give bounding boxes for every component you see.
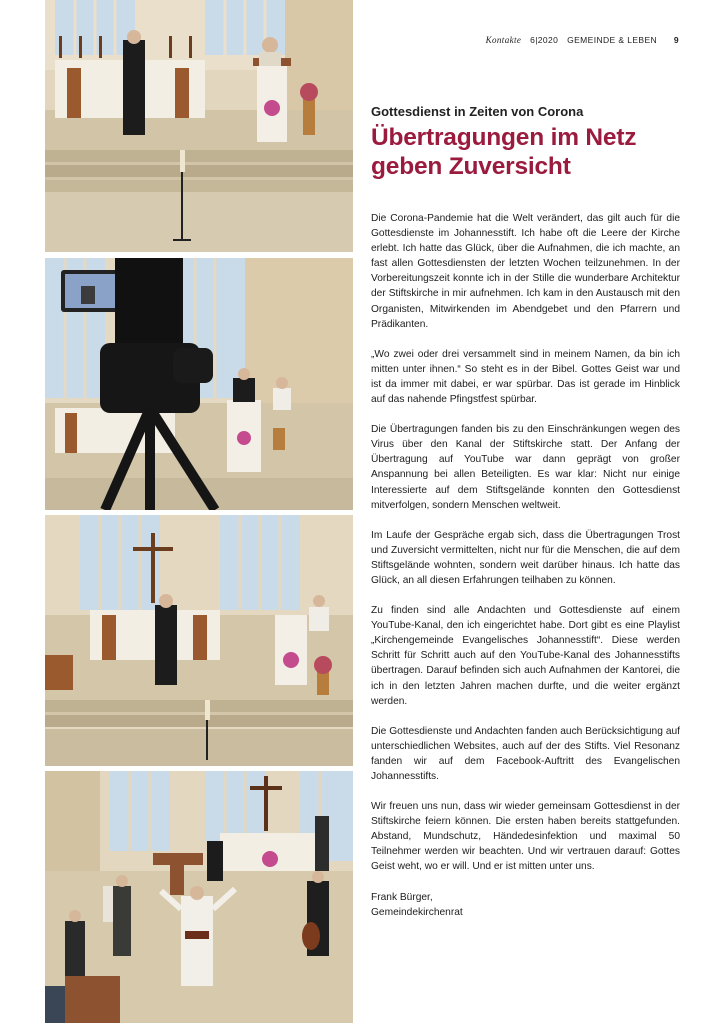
paragraph: Die Übertragungen fanden bis zu den Einschränkungen wegen des Virus über den Kanal der Stiftskirche statt. Der Anfang der Übertragung auf YouTube war dann geprägt von großer Anspannung bei allen Beteiligten. Es war klar: Nicht nur einige Interessierte auf dem Stiftsgelände konnten den Gottesdienst mitverfolgen, sondern Menschen weltweit. (371, 424, 680, 511)
article-kicker: Gottesdienst in Zeiten von Corona (371, 104, 584, 119)
article-title (371, 123, 680, 181)
paragraph: Die Corona-Pandemie hat die Welt verändert, das gilt auch für die Gottesdienste im Johannesstift. Ich habe oft die Leere der Kirche erlebt. Ich hatte das Glück, über die Aufnahmen, die ich machte, an fast allen Gottesdiensten der letzten Wochen teilzunehmen. In der Vorbereitungszeit konnte ich in der Stille die wunderbare Architektur der Stiftskirche in mir aufnehmen. Ich kam in den Austausch mit den Organisten, Mitwirkenden im Abendgebet und den Pfarrern und Prädikanten. (371, 213, 680, 330)
photo-altar-preacher (45, 0, 353, 252)
magazine-name: Kontakte (485, 35, 522, 45)
article-title-line: geben Zuversicht (371, 153, 571, 180)
author-signature (371, 890, 680, 920)
photo-column (45, 0, 353, 1023)
section-title: GEMEINDE & LEBEN (567, 35, 658, 45)
photo-altar-cross (45, 515, 353, 766)
photo-camera-view (45, 258, 353, 510)
issue-number: 6|2020 (530, 35, 559, 45)
paragraph: Im Laufe der Gespräche ergab sich, dass die Übertragungen Trost und Zuversicht vermittelten, nicht nur für die Menschen, die auf dem Stiftsgelände wohnten, sondern weit darüber hinaus. Ich hatte das Glück, an all diesen Erfahrungen teilhaben zu können. (371, 529, 680, 586)
paragraph: Wir freuen uns nun, dass wir wieder gemeinsam Gottesdienst in der Stiftskirche feiern können. Die ersten haben bereits stattgefunden. Abstand, Mundschutz, Händedesinfektion und maximal 50 Teilnehmer werden wir beachten. Und wir vertrauen darauf: Gottes Geist weht, wo er will. Und er ist mitten unter uns. (371, 801, 680, 873)
article (371, 104, 680, 920)
paragraph: Die Gottesdienste und Andachten fanden auch Berücksichtigung auf unterschiedlichen Websites, auch auf der des Stifts. Viel Resonanz fanden wir auf dem Facebook-Auftritt des Evangelischen Johannesstifts. (371, 725, 680, 782)
author-role: Gemeindekirchenrat (371, 906, 463, 918)
author-name: Frank Bürger, (371, 891, 433, 903)
page-number: 9 (673, 35, 679, 45)
page-header (486, 35, 679, 45)
photo-service-blessing (45, 771, 353, 1023)
paragraph: Zu finden sind alle Andachten und Gottesdienste auf einem YouTube-Kanal, den ich eingerichtet habe. Dort gibt es eine Playlist „Kirchengemeinde Evangelisches Johannesstift“. Diese werden Schritt für Schritt auch auf den YouTube-Kanal des Johannesstifts übertragen. Darauf befinden sich auch Aufnahmen der Kantorei, die ich in den letzten Jahren machen durfte, und die weiter ergänzt werden. (371, 605, 680, 707)
article-title-line: Übertragungen im Netz (371, 124, 637, 151)
article-body (371, 211, 680, 875)
paragraph: „Wo zwei oder drei versammelt sind in meinem Namen, da bin ich mitten unter ihnen.“ So steht es in der Bibel. Gottes Geist war und ist da immer mit dabei, er war spürbar. Das ist gerade im Hinblick auf das nahende Pfingstfest spürbar. (371, 348, 680, 406)
